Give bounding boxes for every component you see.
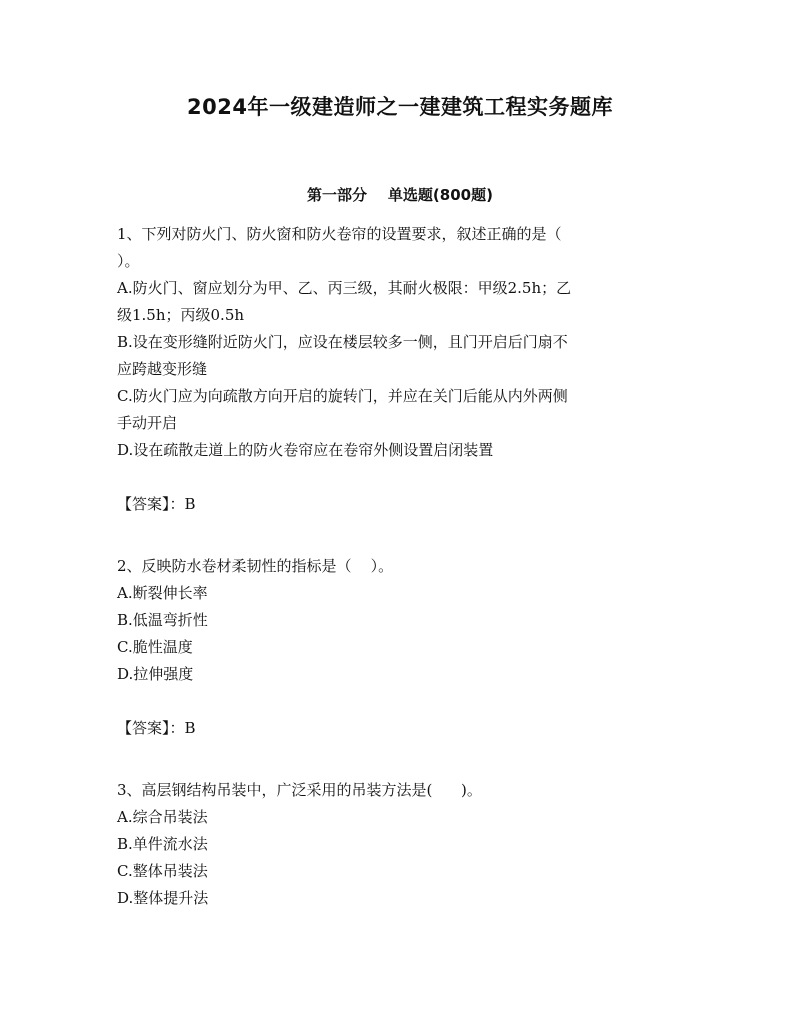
answer-label: 【答案】：B [117, 719, 196, 737]
option-d: D.设在疏散走道上的防火卷帘应在卷帘外侧设置启闭装置 [117, 441, 494, 459]
question-stem-line: 1、下列对防火门、防火窗和防火卷帘的设置要求，叙述正确的是（ [117, 225, 562, 243]
option-a: A.防火门、窗应划分为甲、乙、丙三级，其耐火极限：甲级2.5h；乙 [117, 279, 572, 297]
option-a: A.断裂伸长率 [117, 584, 208, 602]
option-b-continued: 应跨越变形缝 [117, 360, 208, 378]
option-c: C.脆性温度 [117, 638, 193, 656]
option-d: D.拉伸强度 [117, 665, 194, 683]
option-c: C.防火门应为向疏散方向开启的旋转门，并应在关门后能从内外两侧 [117, 387, 568, 405]
question-1 [117, 221, 677, 518]
option-a-continued: 级1.5h；丙级0.5h [117, 306, 245, 324]
question-3 [117, 777, 677, 912]
option-c: C.整体吊装法 [117, 862, 208, 880]
question-stem-line: ）。 [117, 252, 140, 270]
option-b: B.单件流水法 [117, 835, 208, 853]
section-heading: 第一部分 单选题(800题) [307, 186, 493, 204]
question-stem-line: 2、反映防水卷材柔韧性的指标是（ ）。 [117, 557, 394, 575]
option-d: D.整体提升法 [117, 889, 209, 907]
option-a: A.综合吊装法 [117, 808, 208, 826]
option-c-continued: 手动开启 [117, 414, 178, 432]
option-b: B.低温弯折性 [117, 611, 208, 629]
question-2 [117, 553, 677, 742]
document-title: 2024年一级建造师之一建建筑工程实务题库 [187, 95, 613, 119]
answer-label: 【答案】：B [117, 495, 196, 513]
question-list [117, 221, 677, 912]
option-b: B.设在变形缝附近防火门，应设在楼层较多一侧，且门开启后门扇不 [117, 333, 568, 351]
question-stem-line: 3、高层钢结构吊装中，广泛采用的吊装方法是( )。 [117, 781, 482, 799]
